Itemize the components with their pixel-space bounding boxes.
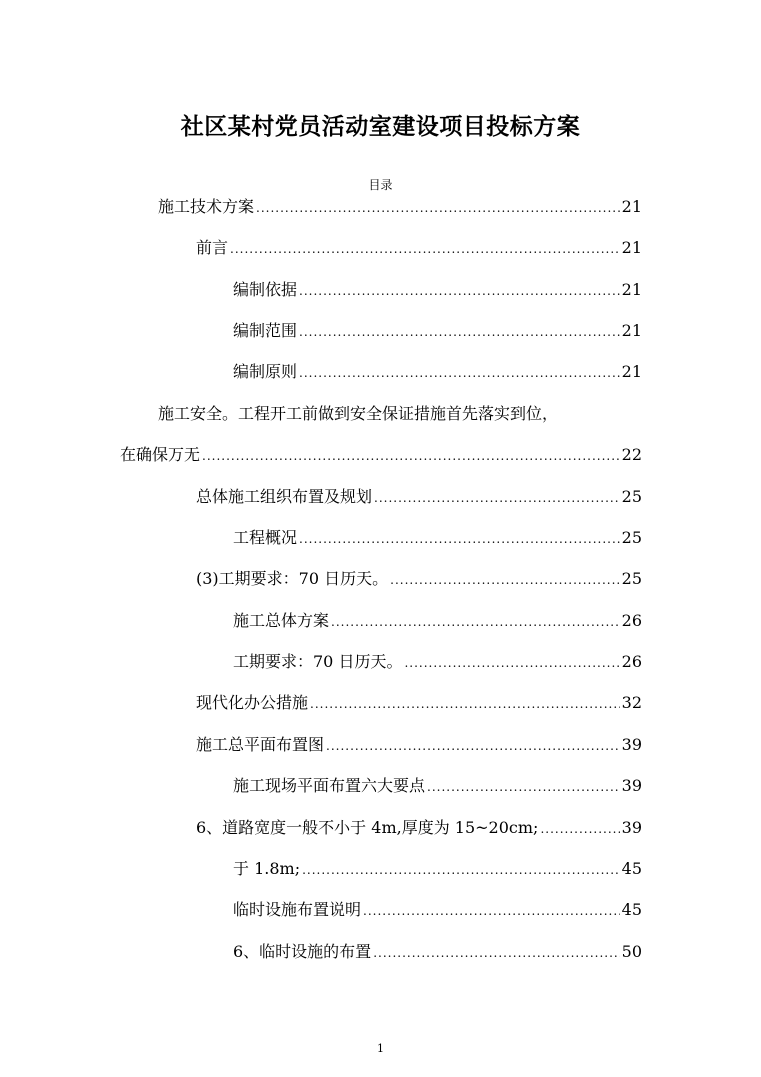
toc-entry-general-plan[interactable] (233, 610, 642, 632)
toc-leader-dots (256, 197, 620, 219)
toc-leader-dots (331, 611, 620, 633)
toc-entry-preface[interactable] (196, 237, 642, 259)
toc-entry-basis[interactable] (233, 279, 642, 301)
toc-entry-scope[interactable] (233, 320, 642, 342)
toc-leader-dots (299, 362, 620, 384)
toc-entry-page: 32 (621, 693, 642, 712)
toc-entry-page: 25 (621, 487, 642, 506)
toc-entry-page: 39 (621, 735, 642, 754)
toc-entry-text: 编制依据 (233, 280, 298, 299)
toc-leader-dots (540, 818, 619, 840)
toc-leader-dots (310, 693, 620, 715)
toc-entry-modern-office[interactable] (196, 692, 642, 714)
toc-entry-text: 施工技术方案 (158, 197, 255, 216)
toc-entry-temp-facilities-layout[interactable] (233, 941, 642, 963)
toc-leader-dots (299, 280, 620, 302)
toc-leader-dots (299, 528, 620, 550)
toc-entry-text: 在确保万无 (120, 445, 201, 464)
toc-entry-page: 25 (621, 528, 642, 547)
toc-entry-page: 45 (621, 900, 642, 919)
toc-entry-page: 21 (621, 238, 642, 257)
toc-leader-dots (374, 487, 620, 509)
toc-entry-text: 工期要求：70 日历天。 (233, 652, 403, 671)
toc-entry-text: 施工总平面布置图 (196, 735, 325, 754)
toc-entry-page: 45 (621, 859, 642, 878)
toc-entry-site-layout[interactable] (196, 734, 642, 756)
toc-leader-dots (302, 859, 620, 881)
toc-entry-text: 施工现场平面布置六大要点 (233, 776, 426, 795)
toc-entry-page: 22 (621, 445, 642, 464)
toc-leader-dots (427, 776, 620, 798)
toc-heading: 目录 (368, 178, 393, 192)
toc-entry-height[interactable] (233, 858, 642, 880)
toc-entry-safety-continued[interactable] (120, 444, 642, 466)
toc-entry-overview[interactable] (233, 527, 642, 549)
toc-entry-text: 编制原则 (233, 362, 298, 381)
toc-leader-dots (404, 652, 619, 674)
toc-entry-page: 25 (621, 569, 642, 588)
toc-entry-text: (3)工期要求：70 日历天。 (196, 569, 389, 588)
toc-entry-schedule[interactable] (233, 651, 642, 673)
toc-entry-page: 39 (621, 818, 642, 837)
toc-entry-road-width[interactable] (196, 817, 642, 839)
toc-entry-text: 前言 (196, 238, 229, 257)
toc-entry-text: 工程概况 (233, 528, 298, 547)
toc-entry-construction-technical-plan[interactable] (158, 196, 642, 218)
toc-entry-page: 39 (621, 776, 642, 795)
toc-entry-organization[interactable] (196, 486, 642, 508)
toc-leader-dots (230, 238, 620, 260)
toc-leader-dots (299, 321, 620, 343)
toc-leader-dots (363, 900, 620, 922)
toc-entry-six-points[interactable] (233, 775, 642, 797)
toc-entry-page: 26 (621, 652, 642, 671)
toc-leader-dots (326, 735, 620, 757)
toc-entry-text: 现代化办公措施 (196, 693, 309, 712)
toc-leader-dots (390, 569, 620, 591)
toc-entry-page: 26 (621, 611, 642, 630)
toc-entry-text: 总体施工组织布置及规划 (196, 487, 373, 506)
toc-entry-wrapped-line: 施工安全。工程开工前做到安全保证措施首先落实到位， (158, 404, 559, 423)
toc-entry-page: 21 (621, 362, 642, 381)
toc-entry-page: 21 (621, 321, 642, 340)
toc-entry-page: 21 (621, 280, 642, 299)
toc-entry-text: 6、临时设施的布置 (233, 942, 372, 961)
toc-entry-page: 50 (621, 942, 642, 961)
toc-leader-dots (373, 942, 619, 964)
toc-entry-text: 于 1.8m; (233, 859, 301, 878)
toc-entry-principles[interactable] (233, 361, 642, 383)
toc-entry-text: 编制范围 (233, 321, 298, 340)
page-number: 1 (377, 1042, 384, 1055)
toc-leader-dots (202, 445, 620, 467)
toc-entry-text: 施工总体方案 (233, 611, 330, 630)
toc-entry-page: 21 (621, 197, 642, 216)
toc-entry-text: 6、道路宽度一般不小于 4m,厚度为 15~20cm; (196, 818, 539, 837)
toc-entry-temp-facilities-notes[interactable] (233, 899, 642, 921)
toc-entry-schedule-3[interactable] (196, 568, 642, 590)
toc-entry-text: 临时设施布置说明 (233, 900, 362, 919)
document-title: 社区某村党员活动室建设项目投标方案 (180, 113, 581, 140)
